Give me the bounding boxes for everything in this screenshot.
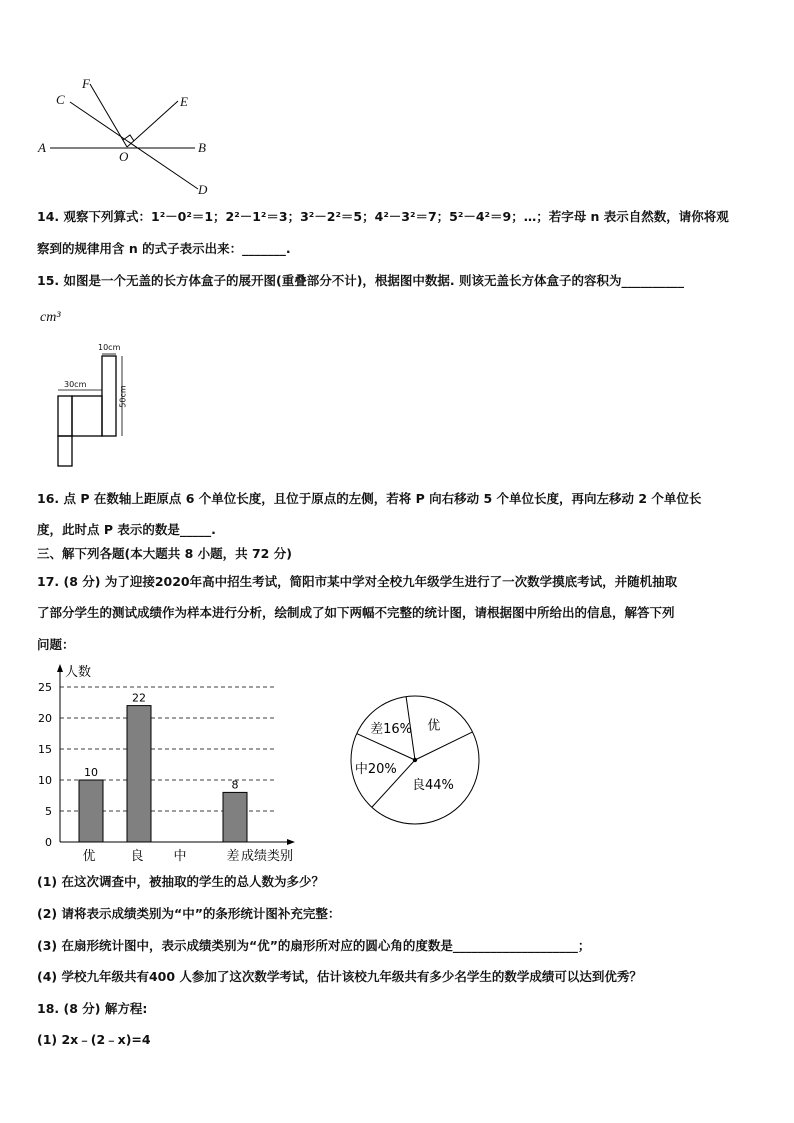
ray-oe: [127, 101, 178, 147]
section-3-title: 三、解下列各题(本大题共 8 小题，共 72 分): [37, 546, 292, 561]
x-tick-label: 差: [226, 849, 240, 864]
bar-value-label: 10: [84, 766, 98, 779]
line-cd: [70, 102, 198, 189]
ray-of: [90, 84, 127, 147]
net-middle: [72, 396, 102, 436]
y-axis-label: 人数: [65, 665, 92, 680]
net-right-tall: [102, 356, 116, 436]
q16-line2: 度，此时点 P 表示的数是_____.: [37, 522, 216, 537]
q18-line1: 18. (8 分) 解方程:: [37, 1001, 148, 1016]
q17-line2: 了部分学生的测试成绩作为样本进行分析，绘制成了如下两幅不完整的统计图，请根据图中所给出的信息，解答下列: [37, 605, 675, 620]
x-axis-arrow: [287, 839, 295, 845]
q18-sub1: (1) 2x﹣(2﹣x)=4: [37, 1032, 151, 1047]
label-b: B: [198, 140, 206, 155]
pie-slice-label: 中20%: [354, 762, 397, 778]
y-tick-label: 20: [38, 712, 52, 725]
x-tick-label: 中: [173, 849, 187, 864]
y-tick-label: 10: [38, 774, 52, 787]
y-tick-label: 0: [45, 836, 52, 849]
q17-line1: 17. (8 分) 为了迎接2020年高中招生考试，简阳市某中学对全校九年级学生进行了一次数学摸底考试，并随机抽取: [37, 574, 678, 589]
x-axis-label: 成绩类别: [240, 849, 293, 864]
right-angle-mark: [123, 135, 134, 141]
x-tick-label: 优: [82, 849, 96, 864]
dim-label-top: 10cm: [98, 343, 121, 352]
y-tick-label: 5: [45, 805, 52, 818]
pie-chart-svg: [345, 690, 485, 830]
bar-chart: [30, 660, 330, 870]
box-net-figure: [40, 340, 140, 472]
pie-chart: [345, 690, 485, 830]
pie-slice-label: 差16%: [370, 721, 412, 737]
q15-line1: 15. 如图是一个无盖的长方体盒子的展开图(重叠部分不计)，根据图中数据. 则该无盖长方体盒子的容积为__________: [37, 273, 685, 288]
y-axis-arrow: [57, 664, 63, 672]
q16-line1: 16. 点 P 在数轴上距原点 6 个单位长度，且位于原点的左侧，若将 P 向右移动 5 个单位长度，再向左移动 2 个单位长: [37, 491, 702, 506]
label-c: C: [56, 92, 65, 107]
bar: [223, 792, 247, 842]
dim-label-left: 30cm: [64, 380, 87, 389]
pie-slice-label: 良44%: [412, 778, 454, 794]
label-a: A: [38, 140, 46, 155]
net-left-top: [58, 396, 72, 436]
y-tick-label: 25: [38, 681, 52, 694]
bar: [79, 780, 103, 842]
q17-sub3: (3) 在扇形统计图中，表示成绩类别为“优”的扇形所对应的圆心角的度数是____________________；: [37, 938, 591, 953]
x-tick-label: 良: [130, 849, 144, 864]
label-d: D: [198, 182, 208, 197]
y-tick-label: 15: [38, 743, 52, 756]
bar-value-label: 8: [231, 778, 239, 792]
dim-label-right: 50cm: [118, 385, 128, 408]
q17-sub1: (1) 在这次调查中，被抽取的学生的总人数为多少？: [37, 874, 324, 889]
net-bottom-strip: [58, 436, 72, 466]
label-e: E: [180, 94, 188, 109]
q17-sub4: (4) 学校九年级共有400 人参加了这次数学考试，估计该校九年级共有多少名学生的数学成绩可以达到优秀？: [37, 969, 642, 984]
pie-slice-label: 优: [427, 718, 441, 734]
q14-line1: 14. 观察下列算式：1²－0²＝1；2²－1²＝3；3²－2²＝5；4²－3²＝7；5²－4²＝9；…；若字母 n 表示自然数，请你将观: [37, 209, 729, 224]
bar-value-label: 22: [132, 691, 146, 705]
q17-line3: 问题：: [37, 637, 75, 652]
label-o: O: [119, 149, 129, 164]
bar-chart-svg: [30, 660, 330, 870]
bar: [127, 706, 151, 842]
q15-unit: cm³: [40, 310, 61, 325]
label-f: F: [82, 76, 90, 91]
q17-sub2: (2) 请将表示成绩类别为“中”的条形统计图补充完整：: [37, 906, 341, 921]
q14-line2: 察到的规律用含 n 的式子表示出来：_______.: [37, 241, 291, 256]
angle-figure: [30, 72, 230, 202]
pie-center-dot: [413, 758, 417, 762]
